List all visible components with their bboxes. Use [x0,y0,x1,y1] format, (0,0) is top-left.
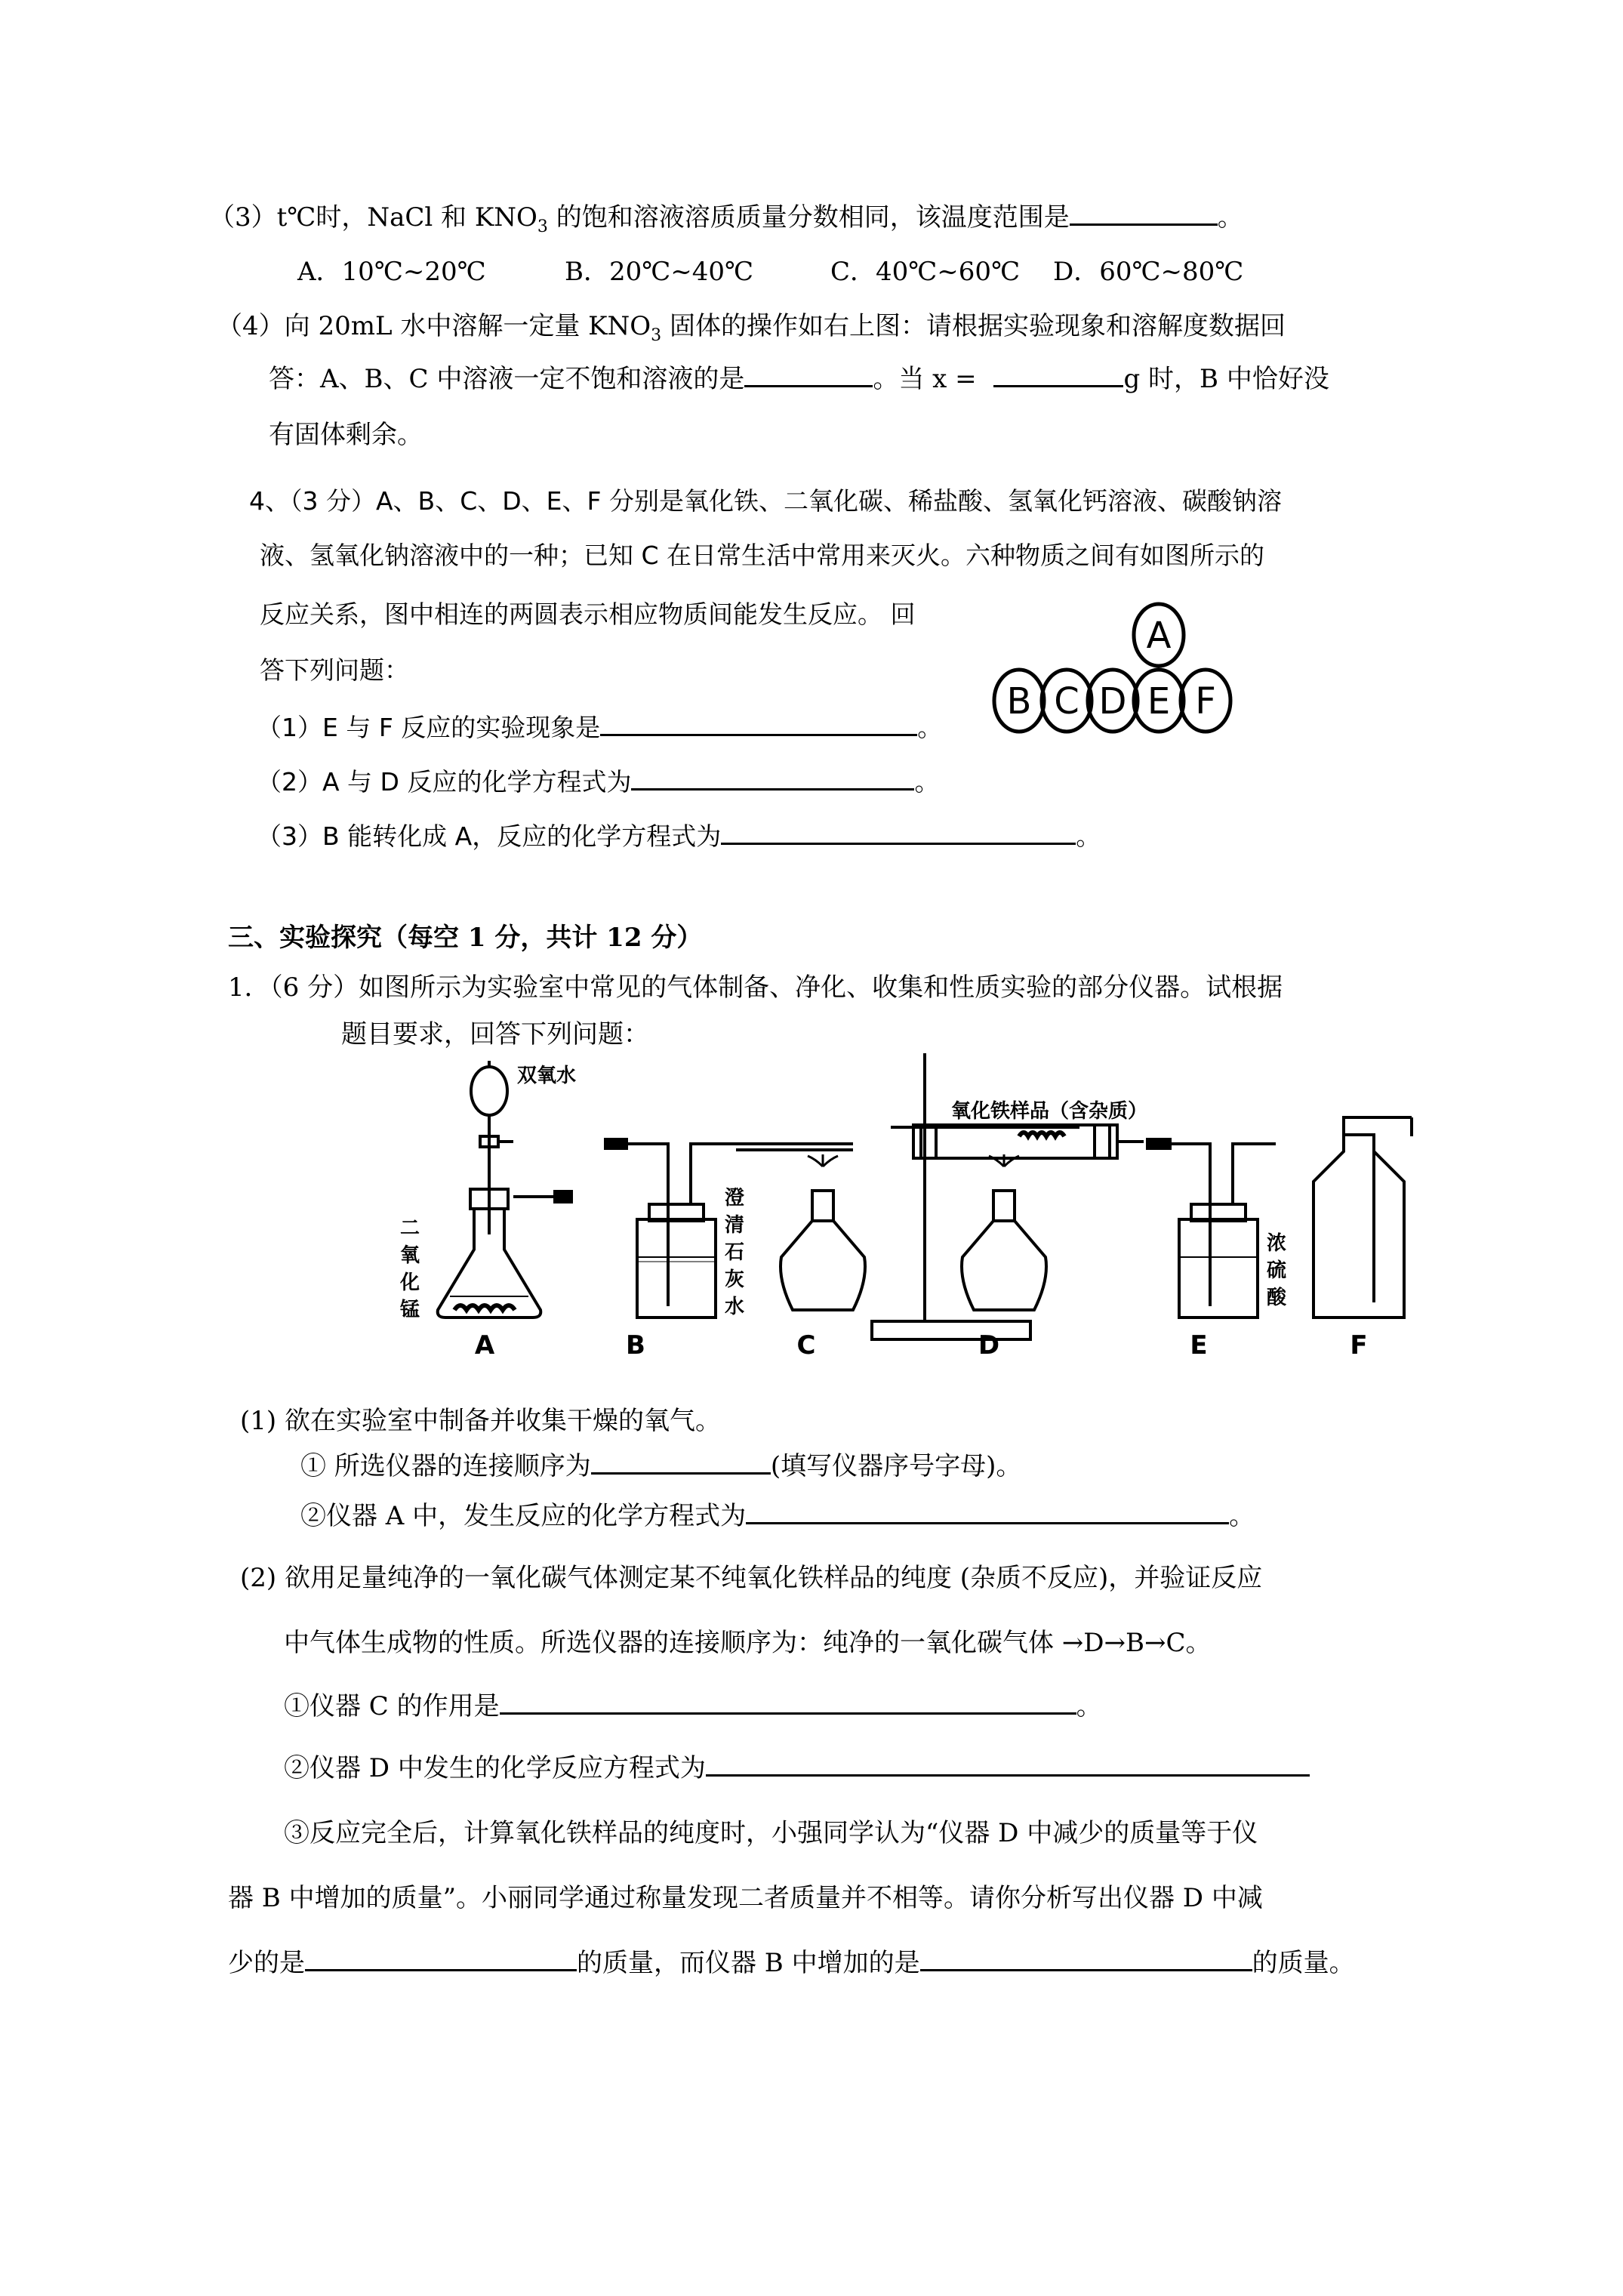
circle-e-label: E [1147,680,1171,723]
letter-b: B [626,1330,645,1355]
label-acid-1: 浓 [1267,1232,1287,1255]
label-limewater-1: 澄 [725,1187,745,1210]
part1-a [300,1450,1021,1483]
q4-line1 [217,310,1286,353]
label-limewater-2: 清 [725,1214,745,1237]
part2-line2: 中气体生成物的性质。所选仪器的连接顺序为：纯净的一氧化碳气体 →D→B→C。 [284,1628,1212,1658]
apparatus-a [438,1061,571,1318]
q4-line1-pre: （4）向 20mL 水中溶解一定量 KNO [217,311,651,341]
label-sample: 氧化铁样品（含杂质） [951,1100,1148,1123]
part2-c-line3-c: 的质量。 [1252,1948,1355,1978]
part2-b-blank[interactable] [706,1752,1310,1777]
part2-c-line3 [228,1946,1355,1980]
apparatus-e [1147,1139,1276,1318]
label-limewater-4: 灰 [725,1268,745,1291]
p4-q2-end: 。 [914,767,940,797]
q3-subscript: 3 [537,217,548,236]
label-limewater-3: 石 [725,1241,745,1264]
circle-a-label: A [1146,615,1172,657]
label-mno2-1: 二 [400,1217,420,1240]
p4-q3-text: （3）B 能转化成 A，反应的化学方程式为 [257,821,722,851]
p4-line2: 液、氢氧化钠溶液中的一种；已知 C 在日常生活中常用来灭火。六种物质之间有如图所示的 [260,541,1265,570]
section3-intro-line2: 题目要求，回答下列问题： [341,1019,649,1049]
p4-q2 [257,766,939,799]
q3-option-c: C．40℃~60℃ [830,257,1021,287]
part1-a-blank[interactable] [591,1450,771,1475]
part2-b [284,1752,1310,1785]
part2-b-text: ②仪器 D 中发生的化学反应方程式为 [284,1753,706,1783]
apparatus-f [1313,1117,1412,1318]
letter-c: C [796,1330,816,1355]
q4-blank-1[interactable] [744,362,873,387]
part1-heading: (1) 欲在实验室中制备并收集干燥的氧气。 [240,1406,721,1436]
apparatus-diagram [400,1053,1472,1355]
p4-q1-blank[interactable] [600,711,917,736]
p4-line4: 答下列问题： [260,655,409,685]
circle-d-label: D [1098,680,1127,723]
q4-line3: 有固体剩余。 [269,420,423,450]
p4-q3-end: 。 [1076,821,1101,851]
part2-a [284,1690,1102,1723]
q4-subscript: 3 [651,325,662,345]
label-limewater-5: 水 [725,1296,745,1318]
p4-q3 [257,820,1101,853]
label-mno2-3: 化 [400,1271,420,1294]
circle-c-label: C [1054,680,1079,723]
part2-a-text: ①仪器 C 的作用是 [284,1691,500,1721]
part2-a-blank[interactable] [500,1690,1076,1715]
label-mno2-2: 氧 [400,1244,420,1267]
p4-line1: 4、（3 分）A、B、C、D、E、F 分别是氧化铁、二氧化碳、稀盐酸、氢氧化钙溶液、碳酸钠溶 [249,486,1282,516]
part2-c-blank-2[interactable] [920,1946,1252,1971]
q4-line2-mid: 。当 x = [873,364,985,394]
q3-option-a: A．10℃~20℃ [297,257,486,287]
p4-q2-blank[interactable] [631,766,914,791]
circle-f-label: F [1195,680,1216,723]
label-acid-3: 酸 [1267,1287,1287,1309]
part1-a-text: ① 所选仪器的连接顺序为 [300,1451,591,1481]
apparatus-d [872,1053,1144,1339]
letter-a: A [474,1330,495,1355]
part1-b-blank[interactable] [746,1499,1229,1524]
part1-b-text: ②仪器 A 中，发生反应的化学方程式为 [300,1501,747,1531]
apparatus-c [736,1144,865,1310]
p4-q1-end: 。 [917,713,943,742]
q4-line2-post: g 时，B 中恰好没 [1123,364,1329,394]
part2-a-end: 。 [1076,1691,1102,1721]
p4-q1-text: （1）E 与 F 反应的实验现象是 [257,713,601,742]
q3-option-d: D．60℃~80℃ [1053,257,1244,287]
q3-text-post: 的饱和溶液溶质质量分数相同，该温度范围是 [547,202,1070,233]
part2-c-blank-1[interactable] [305,1946,577,1971]
q4-line2 [269,362,1329,396]
part1-b [300,1499,1255,1533]
q3-answer-blank[interactable] [1070,201,1218,226]
label-h2o2: 双氧水 [517,1065,577,1087]
letter-e: E [1190,1330,1208,1355]
q3-option-b: B．20℃~40℃ [565,257,754,287]
part1-b-end: 。 [1229,1501,1255,1531]
q3-end: 。 [1217,202,1243,233]
p4-q2-text: （2）A 与 D 反应的化学方程式为 [257,767,632,797]
section3-title: 三、实验探究（每空 1 分，共计 12 分） [228,923,703,953]
part2-c-line2: 器 B 中增加的质量”。小丽同学通过称量发现二者质量并不相等。请你分析写出仪器 D 中减 [228,1883,1263,1913]
reaction-circles-diagram [989,596,1276,740]
letter-f: F [1350,1330,1368,1355]
part2-line1: (2) 欲用足量纯净的一氧化碳气体测定某不纯氧化铁样品的纯度 (杂质不反应)，并验证反应 [240,1563,1263,1593]
part2-c-line3-b: 的质量，而仪器 B 中增加的是 [577,1948,920,1978]
part1-a-post: (填写仪器序号字母)。 [770,1451,1022,1481]
label-acid-2: 硫 [1267,1259,1287,1282]
p4-q1 [257,711,942,744]
q4-blank-2[interactable] [993,362,1123,387]
letter-d: D [978,1330,1000,1355]
p4-line3: 反应关系，图中相连的两圆表示相应物质间能发生反应。 回 [260,599,916,629]
label-mno2-4: 锰 [400,1299,420,1321]
q4-line2-pre: 答：A、B、C 中溶液一定不饱和溶液的是 [269,364,745,394]
circle-b-label: B [1006,680,1032,723]
part2-c-line1: ③反应完全后，计算氧化铁样品的纯度时，小强同学认为“仪器 D 中减少的质量等于仪 [284,1818,1258,1848]
q3-text-pre: （3）t℃时，NaCl 和 KNO [209,202,537,233]
part2-c-line3-a: 少的是 [228,1948,305,1978]
p4-q3-blank[interactable] [721,820,1076,845]
section3-intro-line1: 1．（6 分）如图所示为实验室中常见的气体制备、净化、收集和性质实验的部分仪器。试根据 [228,972,1283,1003]
q3-question [209,201,1243,244]
apparatus-b [605,1139,740,1318]
q4-line1-post: 固体的操作如右上图：请根据实验现象和溶解度数据回 [661,311,1286,341]
